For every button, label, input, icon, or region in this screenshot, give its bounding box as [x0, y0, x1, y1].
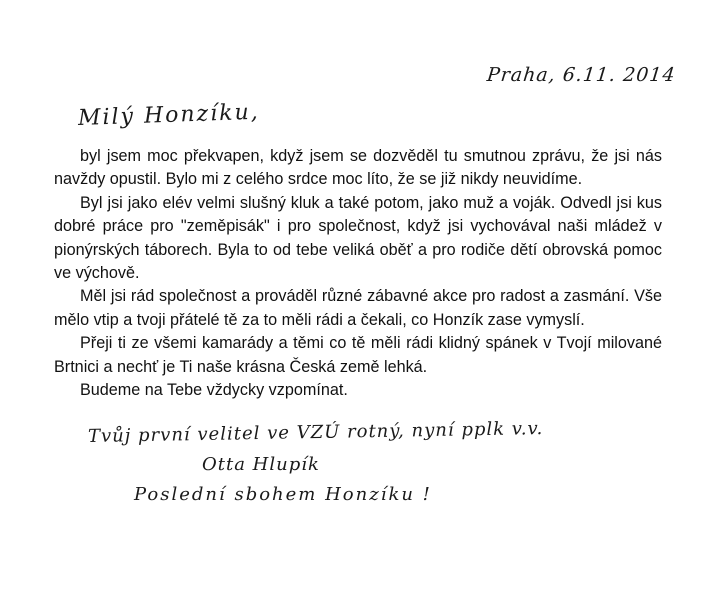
signature-name: Otta Hlupík [202, 454, 320, 475]
letter-paragraph: byl jsem moc překvapen, když jsem se dozvěděl tu smutnou zprávu, že jsi nás navždy opustil. Bylo mi z celého srdce moc líto, že se již nikdy neuvidíme. [54, 147, 662, 189]
greeting: Milý Honzíku, [77, 99, 261, 131]
letter-paragraph: Budeme na Tebe vždycky vzpomínat. [80, 381, 348, 400]
signature-farewell: Poslední sbohem Honzíku ! [134, 484, 432, 505]
letter-paragraph: Byl jsi jako elév velmi slušný kluk a také potom, jako muž a voják. Odvedl jsi kus dobré práce pro "zeměpisák" i pro společnost, když jsi vychovával naši mládež v pionýrských táborech. Byla to od tebe veliká oběť a pro rodiče dětí obrovská pomoc ve výchově. [54, 193, 662, 283]
letter-paragraph: Měl jsi rád společnost a prováděl různé zábavné akce pro radost a zasmání. Vše mělo vtip a tvoji přátelé tě za to měli rádi a čekali, co Honzík zase vymyslí. [54, 287, 662, 329]
letter-body [54, 145, 662, 402]
letter-paragraph: Přeji ti ze všemi kamarády a těmi co tě měli rádi klidný spánek v Tvojí milované Brtnici a nechť je Ti naše krásna Česká země lehká. [54, 334, 662, 376]
signature-title: Tvůj první velitel ve VZÚ rotný, nyní pplk v.v. [87, 418, 544, 447]
place-date: Praha, 6.11. 2014 [485, 64, 677, 86]
